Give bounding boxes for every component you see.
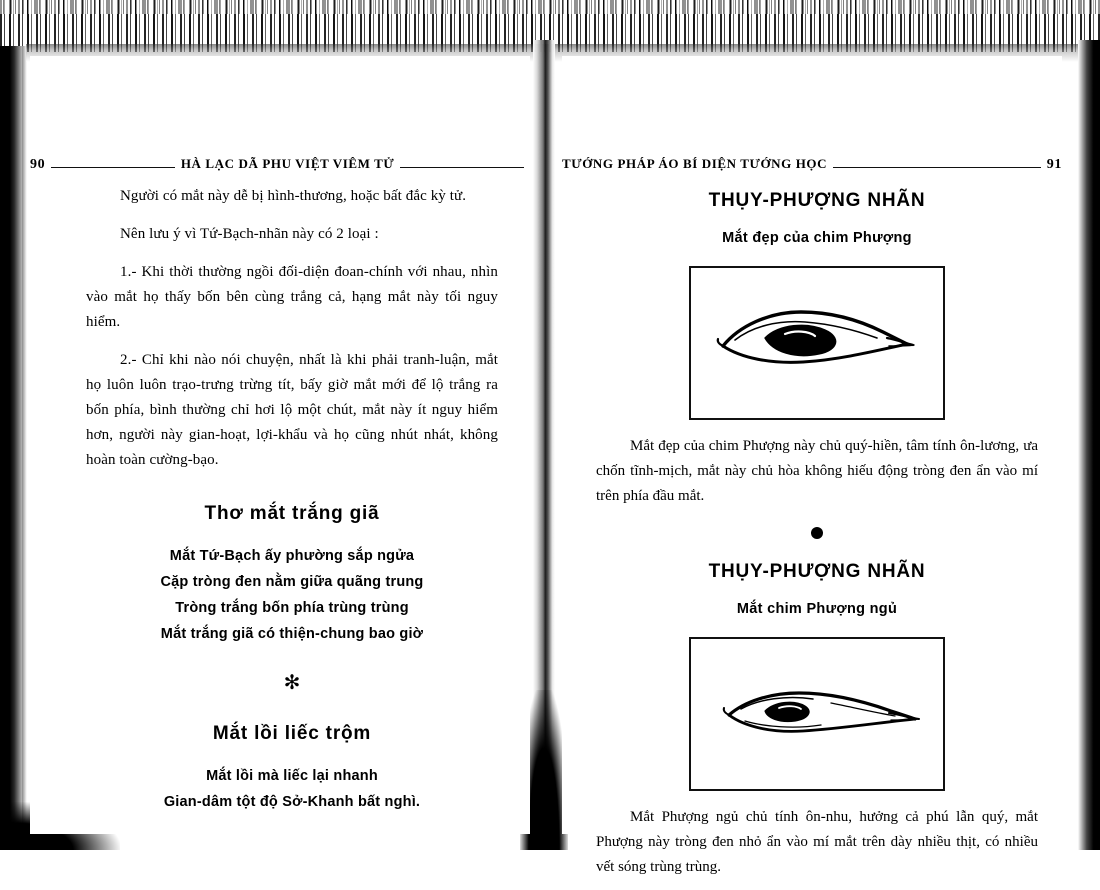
- section-subtitle-2: Mắt chim Phượng ngủ: [736, 601, 898, 617]
- figure-container-1: [596, 262, 1038, 434]
- running-head-rule-right: [400, 167, 524, 168]
- section-title-thuy-phuong-nhan-1: THỤY-PHƯỢNG NHÃN: [708, 190, 926, 211]
- paragraph: Người có mắt này dễ bị hình-thương, hoặc bất đắc kỳ tử.: [120, 188, 467, 204]
- scan-top-noise-band-secondary: [0, 0, 1100, 14]
- phoenix-eye-figure-1: [689, 266, 945, 420]
- section-title-thuy-phuong-nhan-2: THỤY-PHƯỢNG NHÃN: [708, 561, 926, 582]
- poem-white-eye: [86, 543, 498, 647]
- left-page-running-title: HÀ LẠC DÃ PHU VIỆT VIÊM TỬ: [180, 156, 395, 171]
- left-page-body: [86, 184, 498, 821]
- poem-title-bulging-eye: Mắt lồi liếc trộm: [212, 723, 372, 744]
- paragraph: Nên lưu ý vì Tứ-Bạch-nhãn này có 2 loại :: [120, 226, 379, 242]
- poem-line: Tròng trắng bốn phía trùng trùng: [175, 600, 409, 616]
- right-page-body: [596, 184, 1038, 890]
- paragraph: 2.- Chỉ khi nào nói chuyện, nhất là khi phải tranh-luận, mắt họ luôn luôn trạo-trưng trừng tít, bấy giờ mắt mới để lộ trắng ra bốn phía, bình thường chỉ hơi lộ một chút, mắt này ít nguy hiểm hơn, người này gian-hoạt, lợi-khẩu và họ cũng nhút nhát, không hoàn toàn cường-bạo.: [86, 352, 498, 468]
- poem-title-white-eye: Thơ mắt trắng giã: [204, 503, 380, 524]
- right-page-folio: 91: [1046, 157, 1062, 172]
- separator-dot-icon: [811, 527, 823, 539]
- left-page-running-head: [30, 156, 530, 173]
- section-separator-dot: [596, 527, 1038, 539]
- figure-caption-1: Mắt đẹp của chim Phượng này chủ quý-hiền, tâm tính ôn-lương, ưa chốn tĩnh-mịch, mắt này chủ hòa không hiếu động tròng đen ẩn vào mí trên phía đầu mắt.: [596, 438, 1038, 504]
- poem-line: Mắt Tứ-Bạch ấy phường sắp ngửa: [169, 548, 415, 564]
- right-page: [562, 56, 1062, 875]
- paragraph: 1.- Khi thời thường ngồi đối-diện đoan-chính với nhau, nhìn vào mắt họ thấy bốn bên cùng trắng cả, hạng mắt này tối nguy hiểm.: [86, 264, 498, 330]
- poem-line: Mắt trắng giã có thiện-chung bao giờ: [160, 626, 424, 642]
- left-page: [30, 56, 530, 834]
- left-page-folio: 90: [30, 157, 46, 172]
- figure-container-2: [596, 633, 1038, 805]
- scan-left-edge-gradient: [22, 46, 27, 850]
- poem-line: Gian-dâm tột độ Sở-Khanh bất nghì.: [163, 794, 421, 810]
- running-head-rule-right-page: [833, 167, 1041, 168]
- phoenix-eye-drawing-1: [691, 268, 939, 414]
- section-subtitle-1: Mắt đẹp của chim Phượng: [722, 230, 912, 246]
- poem-line: Cặp tròng đen nằm giữa quãng trung: [160, 574, 424, 590]
- figure-caption-2: Mắt Phượng ngủ chủ tính ôn-nhu, hưởng cả phú lẫn quý, mắt Phượng này tròng đen nhỏ ẩn vào mí mắt trên dày nhiều thịt, có nhiều vết sóng trùng trùng.: [596, 809, 1038, 875]
- scan-right-dark-edge: [1078, 40, 1100, 850]
- phoenix-eye-drawing-2: [691, 639, 939, 785]
- poem-bulging-eye: [86, 763, 498, 815]
- poem-line: Mắt lồi mà liếc lại nhanh: [206, 768, 378, 784]
- running-head-rule-left: [51, 167, 175, 168]
- right-page-running-title: TƯỚNG PHÁP ÁO BÍ DIỆN TƯỚNG HỌC: [562, 156, 828, 171]
- right-page-running-head: [562, 156, 1062, 173]
- phoenix-eye-figure-2: [689, 637, 945, 791]
- asterisk-ornament-icon: ✻: [283, 672, 301, 694]
